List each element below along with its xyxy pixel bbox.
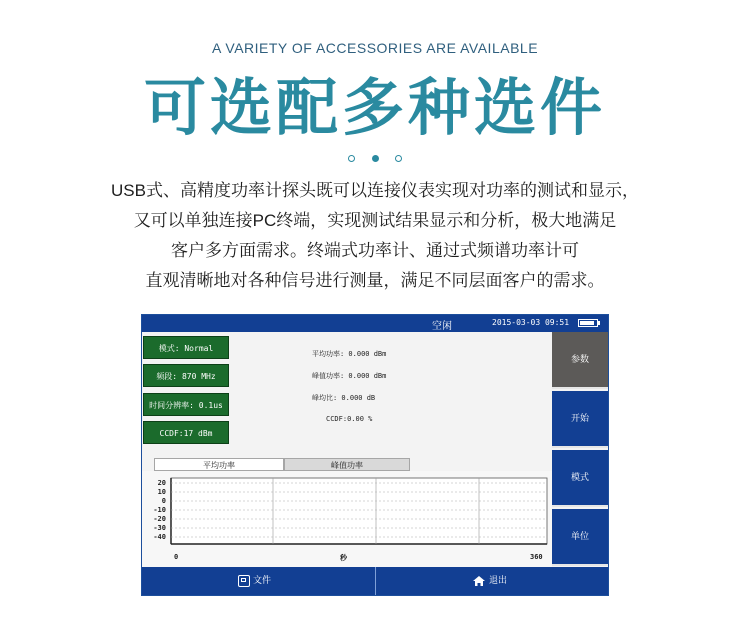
x-tick-label: 360 <box>530 553 543 561</box>
file-label: 文件 <box>253 576 272 586</box>
carousel-dot-1[interactable] <box>348 155 355 162</box>
y-tick-label: -30 <box>153 524 166 532</box>
carousel-dot-2[interactable] <box>372 155 379 162</box>
home-icon <box>472 575 486 587</box>
x-axis-label: 秒 <box>340 554 347 562</box>
softkey-params[interactable]: 参数 <box>552 332 608 389</box>
description-line-4: 直观清晰地对各种信号进行测量，满足不同层面客户的需求。 <box>145 271 605 290</box>
y-tick-label: -40 <box>153 533 166 541</box>
y-tick-label: -20 <box>153 515 166 523</box>
exit-label: 退出 <box>489 576 508 586</box>
y-tick-label: 20 <box>157 479 166 487</box>
x-tick-label: 0 <box>174 553 179 561</box>
description-line-2: 又可以单独连接PC终端，实现测试结果显示和分析，极大地满足 <box>133 211 617 230</box>
tab-avg-power[interactable]: 平均功率 <box>154 458 284 471</box>
file-icon <box>238 575 250 587</box>
y-tick-label: 10 <box>157 488 166 496</box>
softkey-start[interactable]: 开始 <box>552 391 608 448</box>
readout-avg-power: 平均功率: 0.000 dBm <box>312 350 387 358</box>
bottom-bar <box>142 567 608 595</box>
softkey-mode[interactable]: 模式 <box>552 450 608 507</box>
softkey-panel <box>552 332 608 567</box>
description-line-1: USB式、高精度功率计探头既可以连接仪表实现对功率的测试和显示， <box>111 181 639 200</box>
description-line-3: 客户多方面需求。终端式功率计、通过式频谱功率计可 <box>171 241 579 260</box>
param-resolution[interactable]: 时间分辨率: 0.1us <box>143 393 229 416</box>
status-bar <box>142 315 608 332</box>
y-tick-label: 0 <box>161 497 166 505</box>
param-band[interactable]: 频段: 870 MHz <box>143 364 229 387</box>
readout-ccdf: CCDF:0.00 % <box>326 415 373 423</box>
plot-area <box>142 471 552 567</box>
y-tick-label: -10 <box>153 506 166 514</box>
param-mode[interactable]: 模式: Normal <box>143 336 229 359</box>
carousel-dots <box>0 150 750 168</box>
bottom-divider <box>375 567 376 595</box>
tab-peak-power[interactable]: 峰值功率 <box>284 458 410 471</box>
battery-icon <box>578 319 598 327</box>
datetime: 2015-03-03 09:51 <box>492 318 570 327</box>
status-text: 空闲 <box>432 321 452 332</box>
device-screen <box>141 314 609 596</box>
softkey-unit[interactable]: 单位 <box>552 509 608 566</box>
readouts <box>312 349 492 437</box>
file-button[interactable] <box>238 567 271 595</box>
readout-par: 峰均比: 0.000 dB <box>312 394 376 402</box>
plot-svg <box>142 471 552 567</box>
exit-button[interactable] <box>472 567 507 595</box>
description <box>0 176 750 296</box>
readout-peak-power: 峰值功率: 0.000 dBm <box>312 372 387 380</box>
param-ccdf[interactable]: CCDF:17 dBm <box>143 421 229 444</box>
plot-frame <box>171 478 547 544</box>
carousel-dot-3[interactable] <box>395 155 402 162</box>
subtitle: A VARIETY OF ACCESSORIES ARE AVAILABLE <box>211 40 539 56</box>
main-title: 可选配多种选件 <box>143 71 606 144</box>
